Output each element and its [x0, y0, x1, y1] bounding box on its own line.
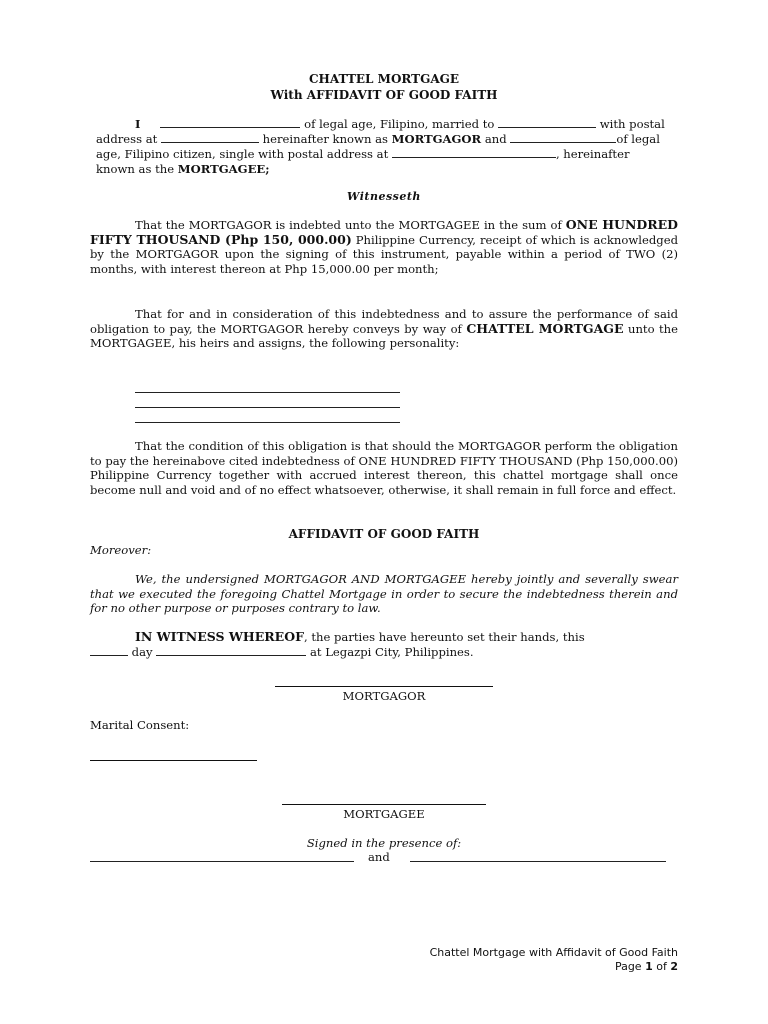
intro-text-1: of legal age, Filipino, married to	[300, 117, 499, 131]
month-blank	[156, 645, 306, 656]
page-current: 1	[645, 960, 653, 973]
document-subtitle: With AFFIDAVIT OF GOOD FAITH	[270, 88, 498, 102]
para2-text-1: That for and in consideration of this indebtedness and to assure the performance of said obligation to pay, the MORTGAGOR hereby conveys by way of	[90, 307, 678, 336]
intro-text-9: known as the	[96, 162, 178, 176]
personality-line-2	[135, 407, 400, 408]
witness-2-signature-line	[410, 861, 666, 862]
and-label: and	[368, 850, 390, 864]
intro-text-7: age, Filipino citizen, single with postal address at	[96, 147, 392, 161]
mortgagor-address-blank	[161, 132, 259, 143]
mortgagee-term: MORTGAGEE;	[177, 162, 270, 176]
witnesseth-heading: Witnesseth	[347, 190, 421, 203]
intro-text-5: and	[481, 132, 511, 146]
page-prefix: Page	[614, 960, 646, 973]
indebtedness-paragraph	[90, 218, 678, 276]
mortgagor-name-blank	[160, 117, 300, 128]
witness-text-3: at Legazpi City, Philippines.	[306, 645, 474, 659]
intro-text-4: hereinafter known as	[259, 132, 392, 146]
signed-in-presence-label: Signed in the presence of:	[306, 836, 462, 850]
mortgagor-signature-line	[275, 686, 493, 687]
para1-text-2: Philippine Currency, receipt of which is acknowledged by the MORTGAGOR upon the signing of this instrument, payable within a period of TWO (2) months, with interest thereon at Php 15,000.00 per month;	[90, 232, 678, 276]
affidavit-heading: AFFIDAVIT OF GOOD FAITH	[288, 527, 480, 541]
document-title: CHATTEL MORTGAGE	[308, 72, 460, 86]
chattel-mortgage-term: CHATTEL MORTGAGE	[466, 320, 624, 336]
witness-text-1: , the parties have hereunto set their hands, this	[303, 630, 585, 644]
page-of: of	[652, 960, 671, 973]
personality-line-1	[135, 392, 400, 393]
intro-line-2	[96, 132, 686, 147]
intro-line-3	[96, 147, 686, 162]
conveyance-paragraph	[90, 307, 678, 351]
day-blank	[90, 645, 128, 656]
mortgagor-term: MORTGAGOR	[391, 132, 482, 146]
witness-clause-line-1	[90, 630, 678, 645]
mortgagee-signature-label: MORTGAGEE	[343, 807, 425, 821]
intro-line-4	[96, 162, 686, 177]
mortgagee-name-blank	[510, 132, 616, 143]
page-total: 2	[670, 960, 678, 973]
intro-text-6: of legal	[616, 132, 660, 146]
page-footer	[430, 946, 678, 974]
footer-title: Chattel Mortgage with Affidavit of Good Faith	[429, 946, 678, 959]
in-witness-whereof: IN WITNESS WHEREOF	[135, 629, 304, 644]
loan-amount: ONE HUNDRED FIFTY THOUSAND (Php 150, 000.00)	[90, 217, 678, 247]
witness-1-signature-line	[90, 861, 354, 862]
para2-text-2: unto the MORTGAGEE, his heirs and assigns, the following personality:	[90, 321, 679, 351]
marital-consent-signature-line	[90, 760, 257, 761]
para1-text-1: That the MORTGAGOR is indebted unto the MORTGAGEE in the sum of	[135, 218, 566, 232]
intro-text-2: with postal	[596, 117, 665, 131]
mortgagee-signature-line	[282, 804, 486, 805]
witness-text-2: day	[128, 645, 157, 659]
spouse-name-blank	[498, 117, 596, 128]
personality-line-3	[135, 422, 400, 423]
moreover-label: Moreover:	[90, 543, 152, 557]
condition-paragraph: That the condition of this obligation is that should the MORTGAGOR perform the obligation to pay the hereinabove cited indebtedness of ONE HUNDRED FIFTY THOUSAND (Php 150,000.00) Philippine Currency together with accrued interest thereon, this chattel mortgage shall once become null and void and of no effect whatsoever, otherwise, it shall remain in full force and effect.	[90, 439, 678, 497]
affidavit-body: We, the undersigned MORTGAGOR AND MORTGAGEE hereby jointly and severally swear that we executed the foregoing Chattel Mortgage in order to secure the indebtedness therein and for no other purpose or purposes contrary to law.	[90, 572, 678, 616]
page-number	[430, 960, 678, 974]
mortgagee-address-blank	[392, 147, 556, 158]
intro-text-3: address at	[96, 132, 161, 146]
intro-text-8: , hereinafter	[555, 147, 630, 161]
intro-line-1	[135, 117, 680, 132]
mortgagor-signature-label: MORTGAGOR	[342, 689, 426, 703]
marital-consent-label: Marital Consent:	[90, 718, 190, 732]
intro-pronoun: I	[135, 117, 141, 131]
witness-clause-line-2	[90, 645, 678, 660]
